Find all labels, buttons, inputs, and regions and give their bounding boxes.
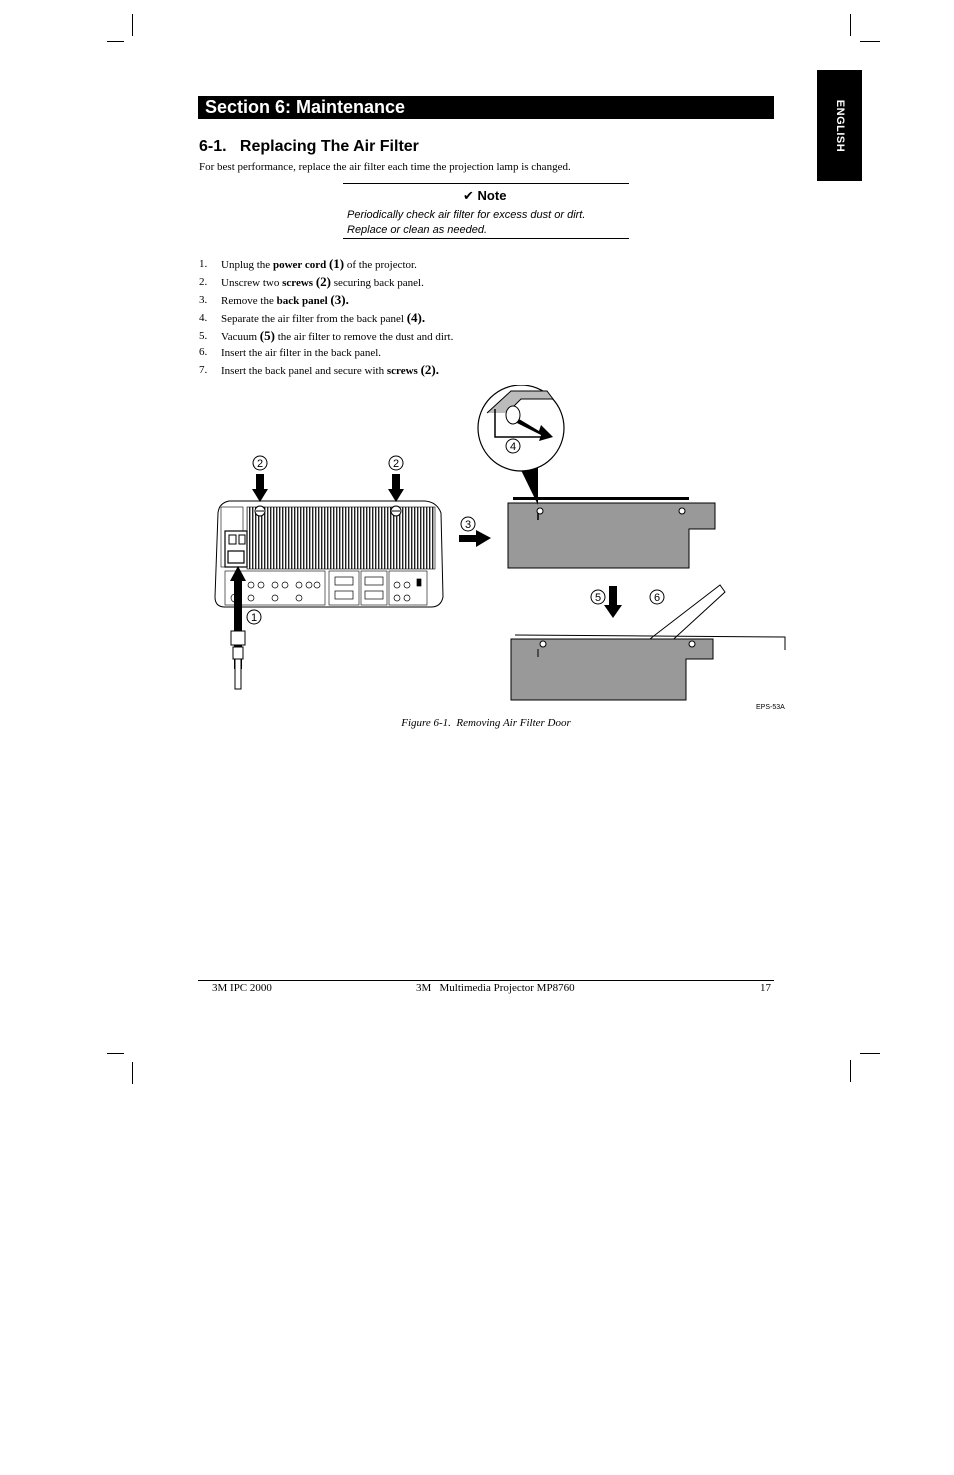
note-bottom-rule — [343, 238, 629, 239]
intro-paragraph: For best performance, replace the air filter each time the projection lamp is changed. — [199, 161, 571, 173]
section-header — [198, 96, 774, 119]
note-line: Periodically check air filter for excess dust or dirt. — [347, 209, 586, 221]
crop-mark — [850, 14, 851, 36]
language-tab — [817, 70, 862, 181]
subsection-title: 6-1. Replacing The Air Filter — [199, 138, 419, 155]
air-filter-figure — [195, 385, 795, 710]
callout-label: 1 — [250, 612, 258, 624]
crop-mark — [132, 14, 133, 36]
crop-mark — [850, 1060, 851, 1082]
section-title: Section 6: Maintenance — [205, 97, 406, 117]
footer-left: 3M IPC 2000 — [212, 982, 272, 994]
callout-label: 3 — [464, 519, 472, 531]
figure-caption: Figure 6-1. Removing Air Filter Door — [401, 717, 571, 729]
air-filter — [511, 635, 785, 700]
crop-mark — [107, 41, 124, 42]
callout-label: 2 — [392, 458, 400, 470]
note-top-rule — [343, 183, 629, 184]
crop-mark — [860, 41, 880, 42]
footer-center: 3M Multimedia Projector MP8760 — [416, 982, 575, 994]
callout-label: 2 — [256, 458, 264, 470]
note-heading — [463, 188, 506, 204]
callout-label: 4 — [509, 441, 517, 453]
footer-rule — [198, 980, 774, 981]
removal-arrow — [459, 530, 491, 547]
crop-mark — [107, 1053, 124, 1054]
language-tab-label: ENGLISH — [833, 99, 846, 152]
back-panel — [508, 497, 715, 568]
crop-mark — [132, 1062, 133, 1084]
note-line: Replace or clean as needed. — [347, 224, 488, 236]
detail-inset — [478, 385, 564, 505]
projector-rear-panel — [215, 501, 443, 607]
screw-arrows — [252, 474, 404, 502]
page-number: 17 — [760, 982, 771, 994]
crop-mark — [860, 1053, 880, 1054]
vacuum-arrow — [604, 586, 622, 618]
checkmark-icon: ✔ — [463, 189, 474, 204]
figure-code: EPS-53A — [756, 704, 785, 711]
callout-label: 5 — [594, 592, 602, 604]
note-heading-text: Note — [477, 188, 507, 203]
callout-label: 6 — [653, 592, 661, 604]
